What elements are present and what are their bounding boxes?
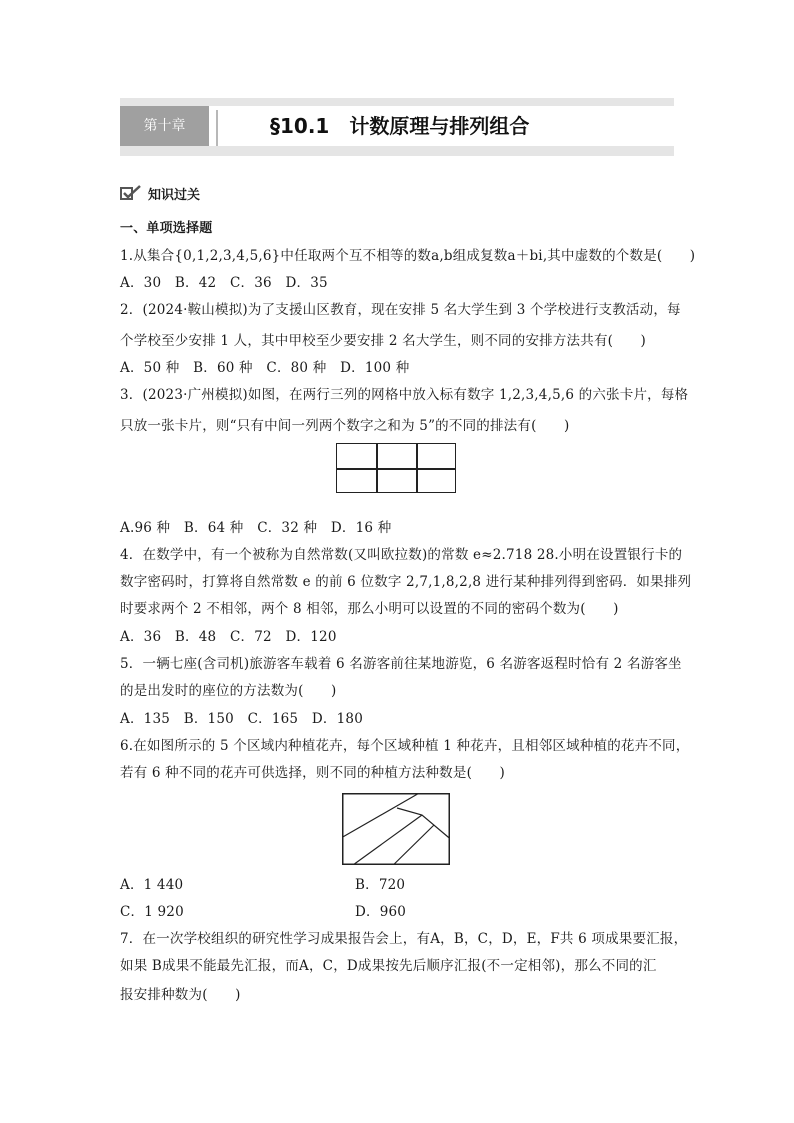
q4-options: A．36 B．48 C．72 D．120 [120, 629, 337, 645]
part-heading: 一、单项选择题 [120, 221, 213, 236]
q7-stem-line1: 7．在一次学校组织的研究性学习成果报告会上，有A，B，C，D，E，F共 6 项成果要汇报， [120, 931, 688, 947]
q6-option-d: D．960 [355, 904, 407, 920]
q1-stem: 1.从集合{0,1,2,3,4,5,6}中任取两个互不相等的数a,b组成复数a＋bi,其中虚数的个数是( ) [120, 248, 696, 264]
q4-stem-line3: 时要求两个 2 不相邻，两个 8 相邻，那么小明可以设置的不同的密码个数为( ) [120, 601, 619, 617]
q5-options: A．135 B．150 C．165 D．180 [120, 711, 363, 727]
q3-stem-line2: 只放一张卡片，则“只有中间一列两个数字之和为 5”的不同的排法有( ) [120, 418, 570, 434]
section-heading [120, 183, 200, 203]
q5-stem-line1: 5．一辆七座(含司机)旅游客车载着 6 名游客前往某地游览，6 名游客返程时恰有 2 名游客坐 [120, 656, 682, 672]
q2-stem-line2: 个学校至少安排 1 人，其中甲校至少要安排 2 名大学生，则不同的安排方法共有( ) [120, 333, 646, 349]
q2-stem-line1: 2．(2024·鞍山模拟)为了支援山区教育，现在安排 5 名大学生到 3 个学校进行支教活动，每 [120, 302, 681, 318]
q1-options: A．30 B．42 C．36 D．35 [120, 275, 328, 291]
q6-stem-line2: 若有 6 种不同的花卉可供选择，则不同的种植方法种数是( ) [120, 765, 505, 781]
q6-option-b: B．720 [355, 877, 406, 893]
chapter-header-inner [120, 106, 674, 146]
grid-row-line [337, 468, 455, 470]
q2-options: A．50 种 B．60 种 C．80 种 D．100 种 [120, 360, 410, 376]
q6-stem-line1: 6.在如图所示的 5 个区域内种植花卉，每个区域种植 1 种花卉，且相邻区域种植的花卉不同， [120, 738, 690, 754]
q7-stem-line2: 如果 B成果不能最先汇报，而A，C，D成果按先后顺序汇报(不一定相邻)，那么不同的汇 [120, 958, 657, 974]
q7-stem-line3: 报安排种数为( ) [120, 987, 241, 1003]
q3-stem-line1: 3．(2023·广州模拟)如图，在两行三列的网格中放入标有数字 1,2,3,4,5,6 的六张卡片，每格 [120, 387, 689, 403]
q4-stem-line2: 数字密码时，打算将自然常数 e 的前 6 位数字 2,7,1,8,2,8 进行某种排列得到密码．如果排列 [120, 574, 692, 590]
q6-option-a: A．1 440 [120, 877, 184, 893]
header-divider [216, 110, 218, 146]
page-title: §10.1 计数原理与排列组合 [270, 114, 530, 138]
q5-stem-line2: 的是出发时的座位的方法数为( ) [120, 683, 337, 699]
q6-regions-figure [342, 793, 450, 865]
section-label: 知识过关 [148, 187, 201, 203]
chapter-header [120, 98, 674, 156]
q3-grid-figure [336, 443, 456, 493]
q4-stem-line1: 4．在数学中，有一个被称为自然常数(又叫欧拉数)的常数 e≈2.718 28.小明在设置银行卡的 [120, 547, 683, 563]
q3-options: A.96 种 B．64 种 C．32 种 D．16 种 [120, 520, 392, 536]
q6-option-c: C．1 920 [120, 904, 184, 920]
chapter-tab: 第十章 [120, 106, 209, 146]
checkbox-check-icon [120, 185, 142, 201]
